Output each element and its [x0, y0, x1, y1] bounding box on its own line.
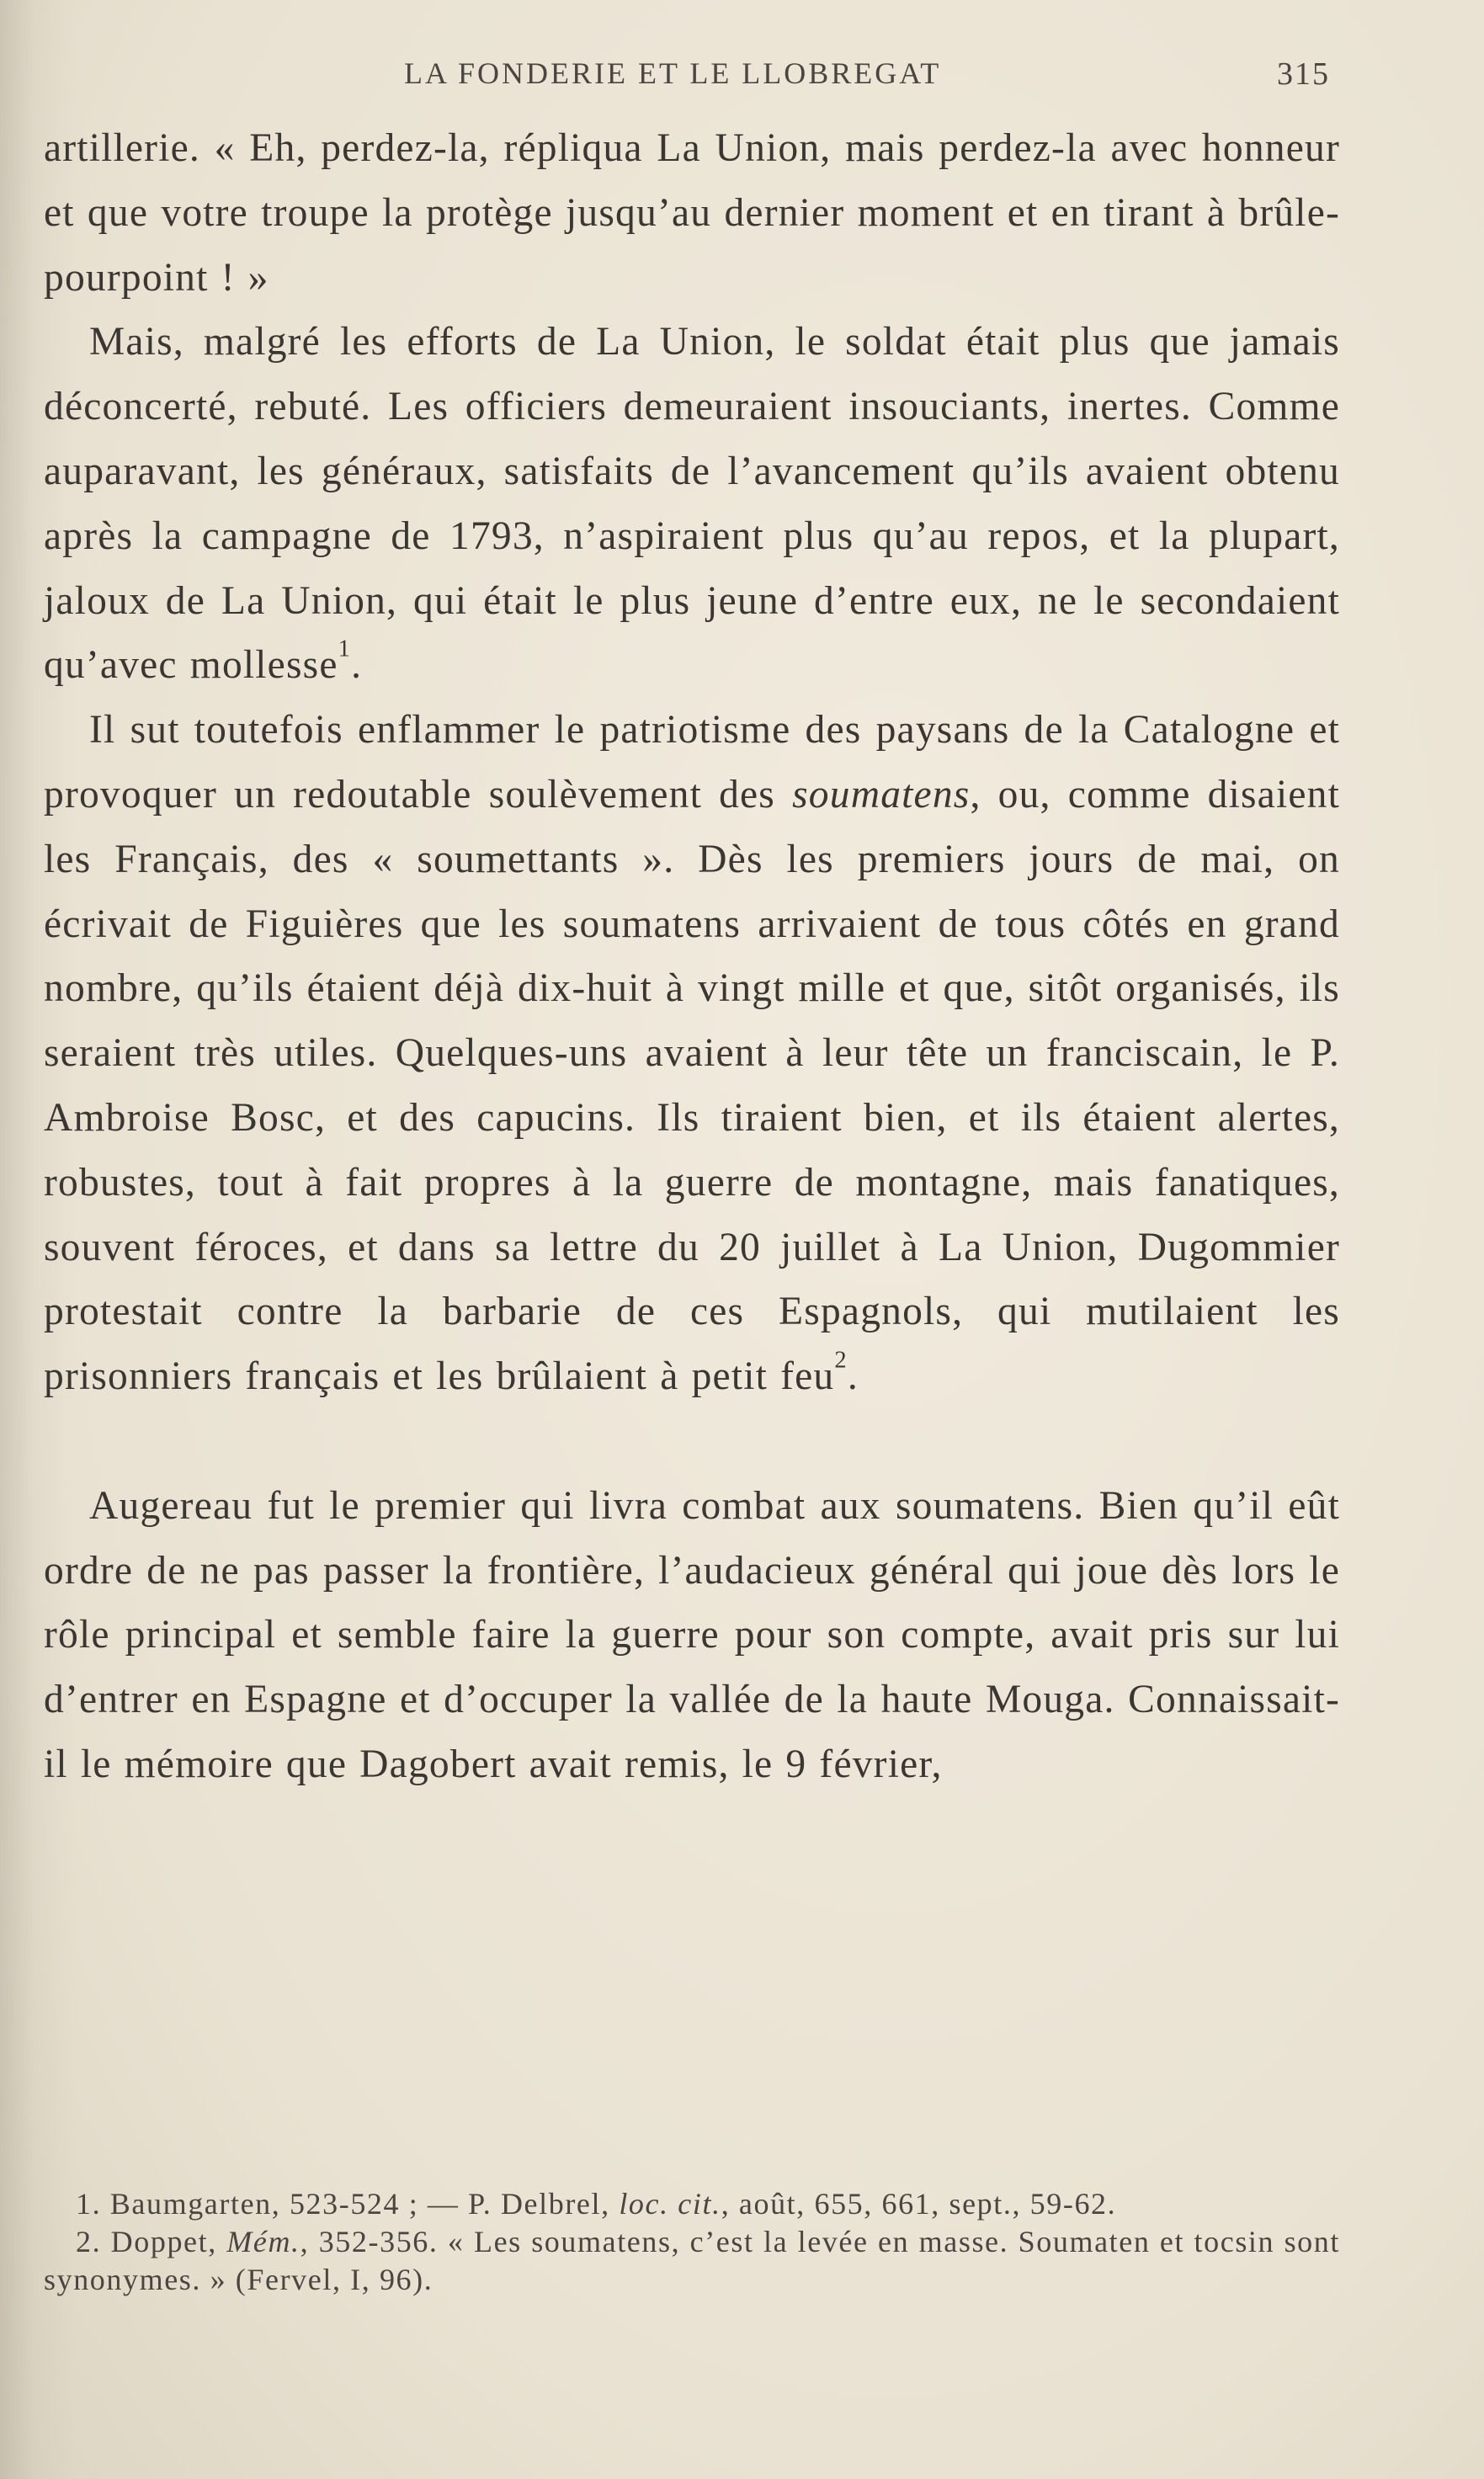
footnote-2-marker: 2.: [76, 2225, 102, 2258]
paragraph-2: [44, 310, 1340, 698]
paragraph-1: [44, 116, 1340, 310]
footnote-2: [44, 2223, 1340, 2299]
page-header: [404, 56, 1330, 98]
footnote-1-text-end: , août, 655, 661, sept., 59-62.: [721, 2187, 1117, 2221]
footnote-1-italic: loc. cit.: [619, 2187, 721, 2221]
footnote-ref-2[interactable]: 2: [834, 1347, 848, 1374]
paragraph-3: [44, 698, 1340, 1409]
main-text: [44, 116, 1340, 1797]
footnote-2-text-end: , 352-356. « Les soumatens, c’est la levée en masse. Soumaten et tocsin sont synonymes. » (Fervel, I, 96).: [44, 2225, 1340, 2296]
paragraph-2-end: .: [351, 643, 363, 688]
running-title: LA FONDERIE ET LE LLOBREGAT: [404, 56, 942, 90]
footnote-1: [44, 2185, 1340, 2223]
paragraph-3-text-continued: , ou, comme disaient les Français, des « soumettants ». Dès les premiers jours de mai, on écrivait de Figuières que les soumatens arrivaient de tous côtés en grand nombre, qu’ils étaient déjà dix-huit à vingt mille et que, sitôt organisés, ils seraient très utiles. Quelques-uns avaient à leur tête un franciscain, le P. Ambroise Bosc, et des capucins. Ils tiraient bien, et ils étaient alertes, robustes, tout à fait propres à la guerre de montagne, mais fanatiques, souvent féroces, et dans sa lettre du 20 juillet à La Union, Dugommier protestait contre la barbarie de ces Espagnols, qui mutilaient les prisonniers français et les brûlaient à petit feu: [44, 772, 1340, 1399]
footnote-2-italic: Mém.: [226, 2225, 301, 2258]
paragraph-2-text: Mais, malgré les efforts de La Union, le soldat était plus que jamais déconcerté, rebuté. Les officiers demeuraient insouciants, inertes. Comme auparavant, les généraux, satisfaits de l’avancement qu’ils avaient obtenu après la campagne de 1793, n’aspiraient plus qu’au repos, et la plupart, jaloux de La Union, qui était le plus jeune d’entre eux, ne le secondaient qu’avec mollesse: [44, 320, 1340, 688]
section-break: [44, 1409, 1340, 1474]
paragraph-4-text: Augereau fut le premier qui livra combat aux soumatens. Bien qu’il eût ordre de ne pas passer la frontière, l’audacieux général qui joue dès lors le rôle principal et semble faire la guerre pour son compte, avait pris sur lui d’entrer en Espagne et d’occuper la vallée de la haute Mouga. Connaissait-il le mémoire que Dagobert avait remis, le 9 février,: [44, 1483, 1340, 1786]
paragraph-1-text: artillerie. « Eh, perdez-la, répliqua La Union, mais perdez-la avec honneur et que votre troupe la protège jusqu’au dernier moment et en tirant à brûle-pourpoint ! »: [44, 126, 1340, 300]
footnote-1-text: Baumgarten, 523-524 ; — P. Delbrel,: [101, 2187, 620, 2221]
footnote-2-text: Doppet,: [101, 2225, 227, 2258]
footnotes: [44, 2185, 1340, 2299]
paragraph-3-text: Il sut toutefois enflammer le patriotisme des paysans de la Catalogne et provoquer un redoutable soulèvement des: [44, 708, 1340, 817]
footnote-ref-1[interactable]: 1: [338, 636, 352, 662]
page-number: 315: [1277, 56, 1330, 92]
paragraph-4: [44, 1474, 1340, 1797]
paragraph-3-italic-term: soumatens: [792, 772, 971, 817]
footnote-1-marker: 1.: [76, 2187, 102, 2221]
paragraph-3-end: .: [847, 1354, 859, 1399]
